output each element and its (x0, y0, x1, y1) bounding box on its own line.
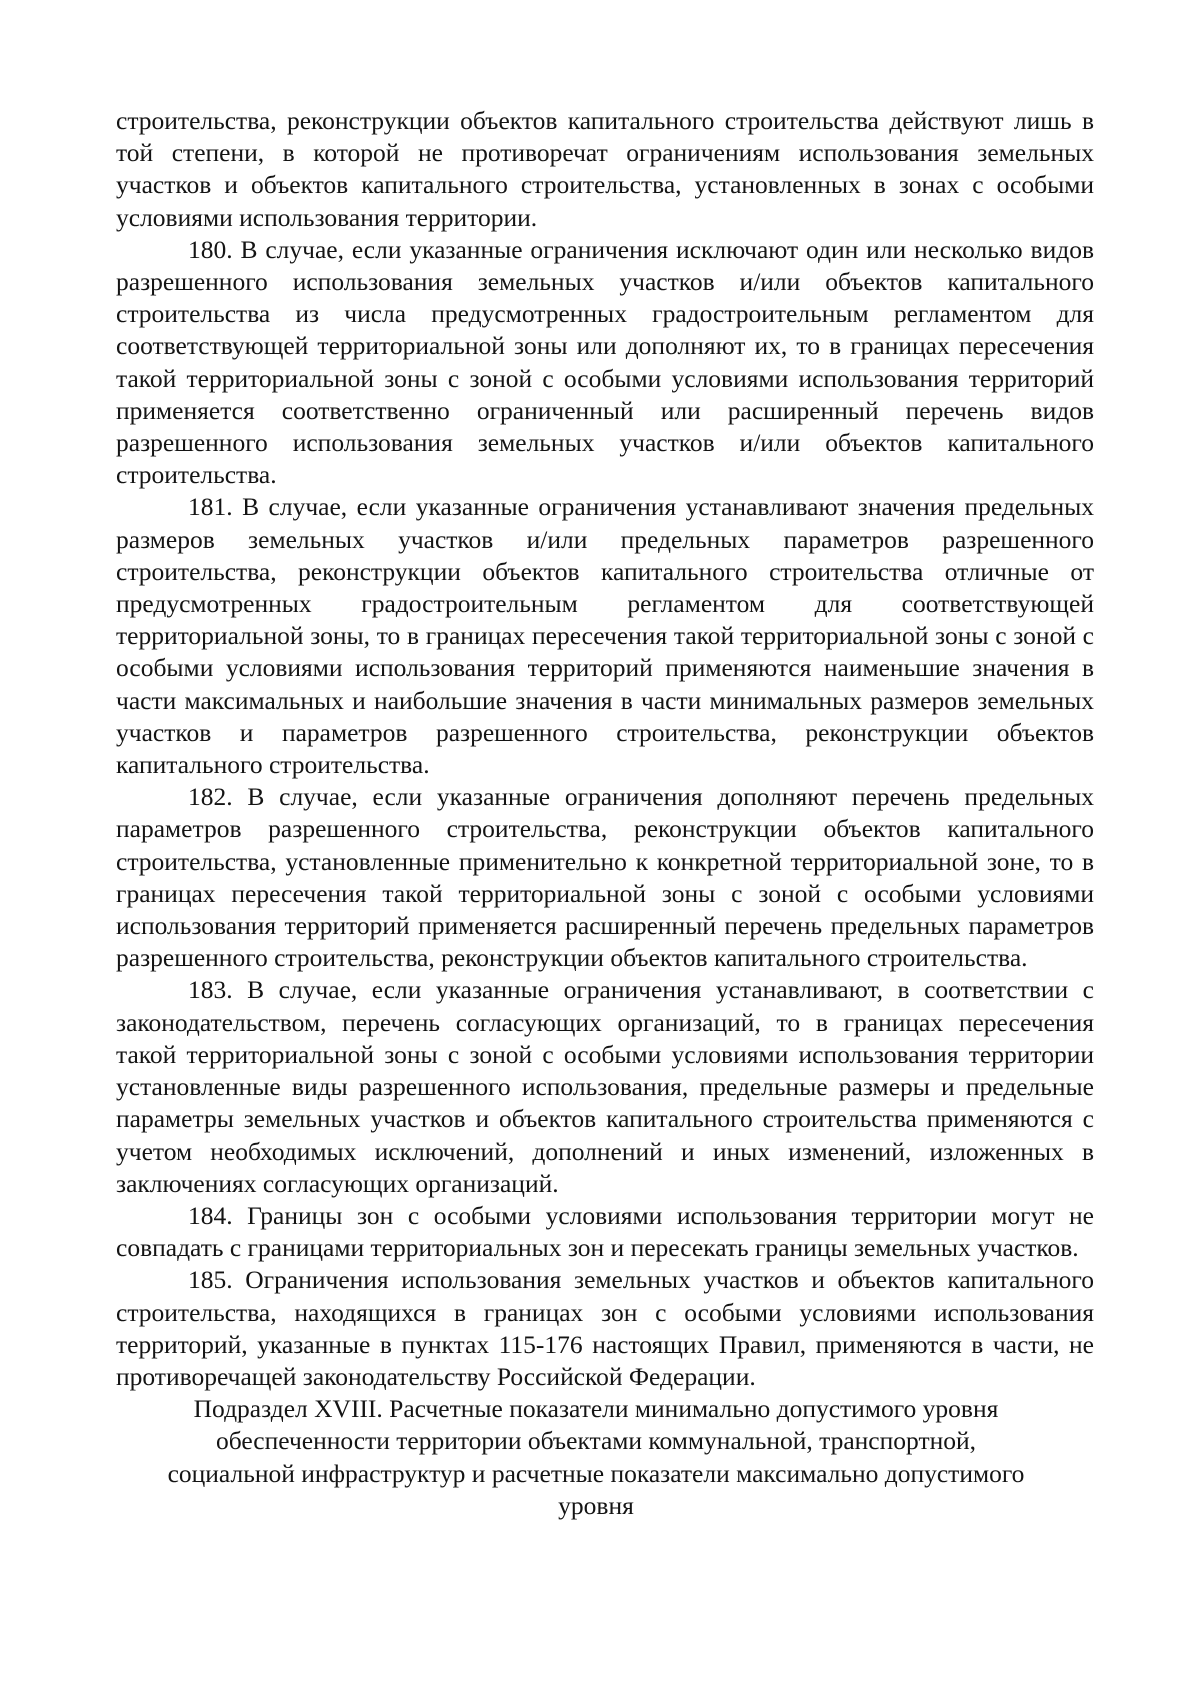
subsection-heading: Подраздел XVIII. Расчетные показатели минимально допустимого уровня обеспеченности территории объектами коммунальной, транспортной, социальной инфраструктур и расчетные показатели максимально допустимого уровня (167, 1394, 1025, 1520)
paragraph-182: 182. В случае, если указанные ограничения дополняют перечень предельных параметров разрешенного строительства, реконструкции объектов капитального строительства, установленные применительно к конкретной территориальной зоне, то в границах пересечения такой территориальной зоны с зоной с особыми условиями использования территорий применяется расширенный перечень предельных параметров разрешенного строительства, реконструкции объектов капитального строительства. (116, 782, 1094, 973)
paragraph-180: 180. В случае, если указанные ограничения исключают один или несколько видов разрешенного использования земельных участков и/или объектов капитального строительства из числа предусмотренных градостроительным регламентом для соответствующей территориальной зоны или дополняют их, то в границах пересечения такой территориальной зоны с зоной с особыми условиями использования территорий применяется соответственно ограниченный или расширенный перечень видов разрешенного использования земельных участков и/или объектов капитального строительства. (116, 234, 1094, 490)
paragraph-181: 181. В случае, если указанные ограничения устанавливают значения предельных размеров земельных участков и/или предельных параметров разрешенного строительства, реконструкции объектов капитального строительства отличные от предусмотренных градостроительным регламентом для соответствующей территориальной зоны, то в границах пересечения такой территориальной зоны с зоной с особыми условиями использования территорий применяются наименьшие значения в части максимальных и наибольшие значения в части минимальных размеров земельных участков и параметров разрешенного строительства, реконструкции объектов капитального строительства. (116, 492, 1094, 780)
paragraph-183: 183. В случае, если указанные ограничения устанавливают, в соответствии с законодательством, перечень согласующих организаций, то в границах пересечения такой территориальной зоны с зоной с особыми условиями использования территории установленные виды разрешенного использования, предельные размеры и предельные параметры земельных участков и объектов капитального строительства применяются с учетом необходимых исключений, дополнений и иных изменений, изложенных в заключениях согласующих организаций. (116, 975, 1094, 1198)
paragraph-continuation: строительства, реконструкции объектов капитального строительства действуют лишь в той степени, в которой не противоречат ограничениям использования земельных участков и объектов капитального строительства, установленных в зонах с особыми условиями использования территории. (116, 106, 1094, 232)
paragraph-184: 184. Границы зон с особыми условиями использования территории могут не совпадать с границами территориальных зон и пересекать границы земельных участков. (116, 1200, 1094, 1263)
paragraph-185: 185. Ограничения использования земельных участков и объектов капитального строительства, находящихся в границах зон с особыми условиями использования территорий, указанные в пунктах 115-176 настоящих Правил, применяются в части, не противоречащей законодательству Российской Федерации. (116, 1265, 1094, 1391)
document-page (116, 105, 1094, 1522)
